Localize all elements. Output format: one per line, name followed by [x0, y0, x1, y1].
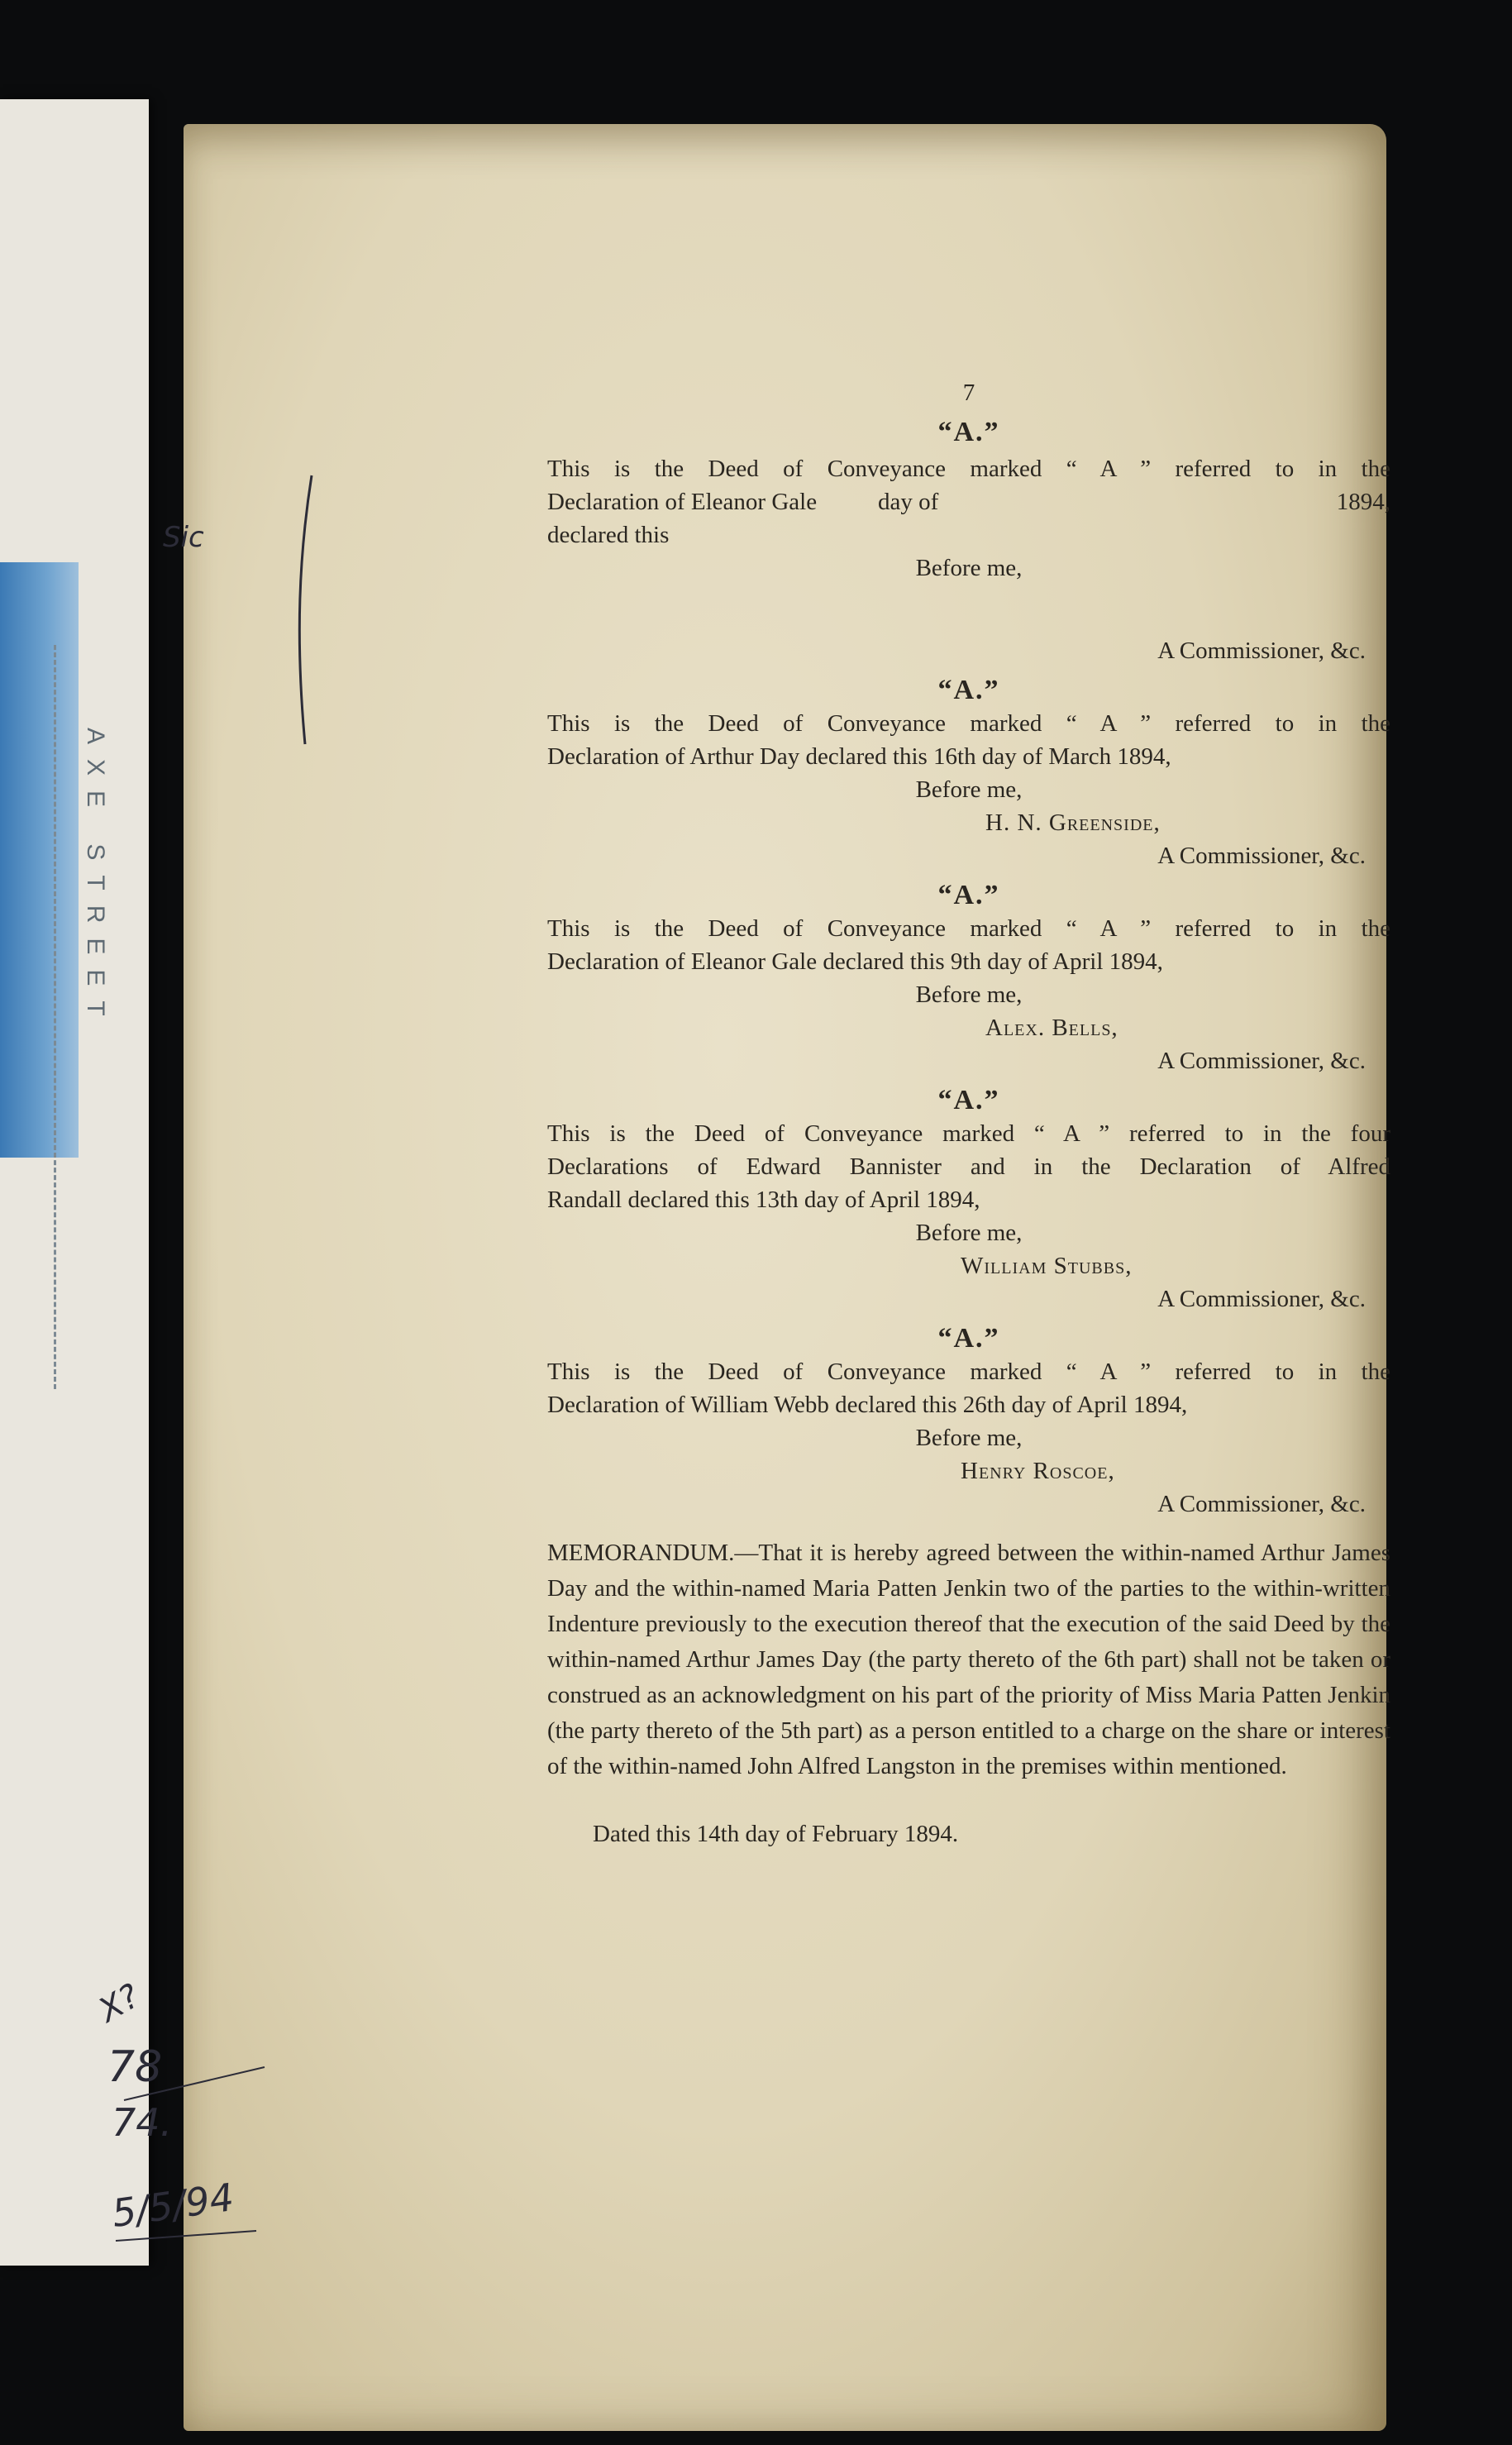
before-me: Before me, [915, 1425, 1023, 1451]
commissioner-title: A Commissioner, &c. [1157, 1491, 1366, 1517]
memorandum-paragraph: MEMORANDUM.—That it is hereby agreed between the within-named Arthur James Day and the within-named Maria Patten Jenkin two of the parties to the within-written Indenture previously to the execution thereof that the execution of the said Deed by the within-named Arthur James Day (the party thereto of the 6th part) shall not be taken or construed as an acknowledgment on his part of the priority of Miss Maria Patten Jenkin (the party thereto of the 5th part) as a person entitled to a charge on the share or interest of the within-named John Alfred Langston in the premises within mentioned. [547, 1540, 1390, 1779]
commissioner-name: H. N. Greenside, [985, 809, 1161, 836]
map-dashed-line [54, 645, 56, 1389]
deed-line-part: day of [878, 489, 939, 515]
mark-heading: “A.” [937, 417, 1000, 447]
folded-map-sheet [0, 99, 149, 2266]
commissioner-title: A Commissioner, &c. [1157, 843, 1366, 869]
deed-line: This is the Deed of Conveyance marked “ A ” referred to in the four [547, 1120, 1390, 1147]
commissioner-title: A Commissioner, &c. [1157, 1286, 1366, 1312]
deed-block-2 [547, 674, 1390, 872]
commissioner-name: Henry Roscoe, [961, 1458, 1115, 1484]
page-number: 7 [962, 380, 975, 406]
commissioner-name: Alex. Bells, [985, 1015, 1118, 1041]
deed-line: This is the Deed of Conveyance marked “ A ” referred to in the [547, 456, 1390, 482]
deed-line-with-blanks [547, 485, 1390, 552]
page-text-column [547, 124, 1390, 1850]
mark-heading: “A.” [937, 675, 1000, 705]
handwritten-date: 5/5/94 [108, 2174, 237, 2237]
handwritten-margin-bracket [295, 471, 320, 752]
deed-block-4 [547, 1084, 1390, 1316]
deed-line: Declarations of Edward Bannister and in the Declaration of Alfred [547, 1153, 1390, 1180]
mark-heading: “A.” [937, 880, 1000, 910]
before-me: Before me, [915, 981, 1023, 1008]
map-colored-area [0, 562, 79, 1158]
deed-block-1 [547, 416, 1390, 667]
deed-line: Declaration of Eleanor Gale declared this 9th day of April 1894, [547, 948, 1163, 975]
deed-block-3 [547, 879, 1390, 1077]
dated-line: Dated this 14th day of February 1894. [593, 1821, 959, 1847]
deed-year: 1894, [1336, 489, 1390, 515]
handwritten-note-x: X? [92, 1976, 146, 2031]
commissioner-title: A Commissioner, &c. [1157, 1048, 1366, 1074]
handwritten-note-74: 74. [112, 2100, 173, 2145]
commissioner-title: A Commissioner, &c. [1157, 638, 1366, 664]
handwritten-note-78: 78 [107, 2042, 163, 2092]
handwritten-sic-note: Sic [163, 521, 204, 554]
deed-line: This is the Deed of Conveyance marked “ A ” referred to in the [547, 1359, 1390, 1385]
deed-line: This is the Deed of Conveyance marked “ A ” referred to in the [547, 710, 1390, 737]
deed-block-5 [547, 1322, 1390, 1521]
before-me: Before me, [915, 1220, 1023, 1246]
mark-heading: “A.” [937, 1323, 1000, 1354]
deed-line: This is the Deed of Conveyance marked “ A ” referred to in the [547, 915, 1390, 942]
deed-line: Declaration of Arthur Day declared this 16th day of March 1894, [547, 743, 1171, 770]
before-me: Before me, [915, 776, 1023, 803]
mark-heading: “A.” [937, 1085, 1000, 1115]
deed-line: Randall declared this 13th day of April 1894, [547, 1187, 980, 1213]
commissioner-name: William Stubbs, [961, 1253, 1133, 1279]
before-me: Before me, [915, 555, 1023, 581]
deed-line-part: Declaration of Eleanor Gale declared this [547, 489, 818, 548]
deed-line: Declaration of William Webb declared this 26th day of April 1894, [547, 1392, 1188, 1418]
map-street-label: AXE STREET [82, 728, 109, 1031]
handwritten-underlines [91, 2034, 273, 2249]
